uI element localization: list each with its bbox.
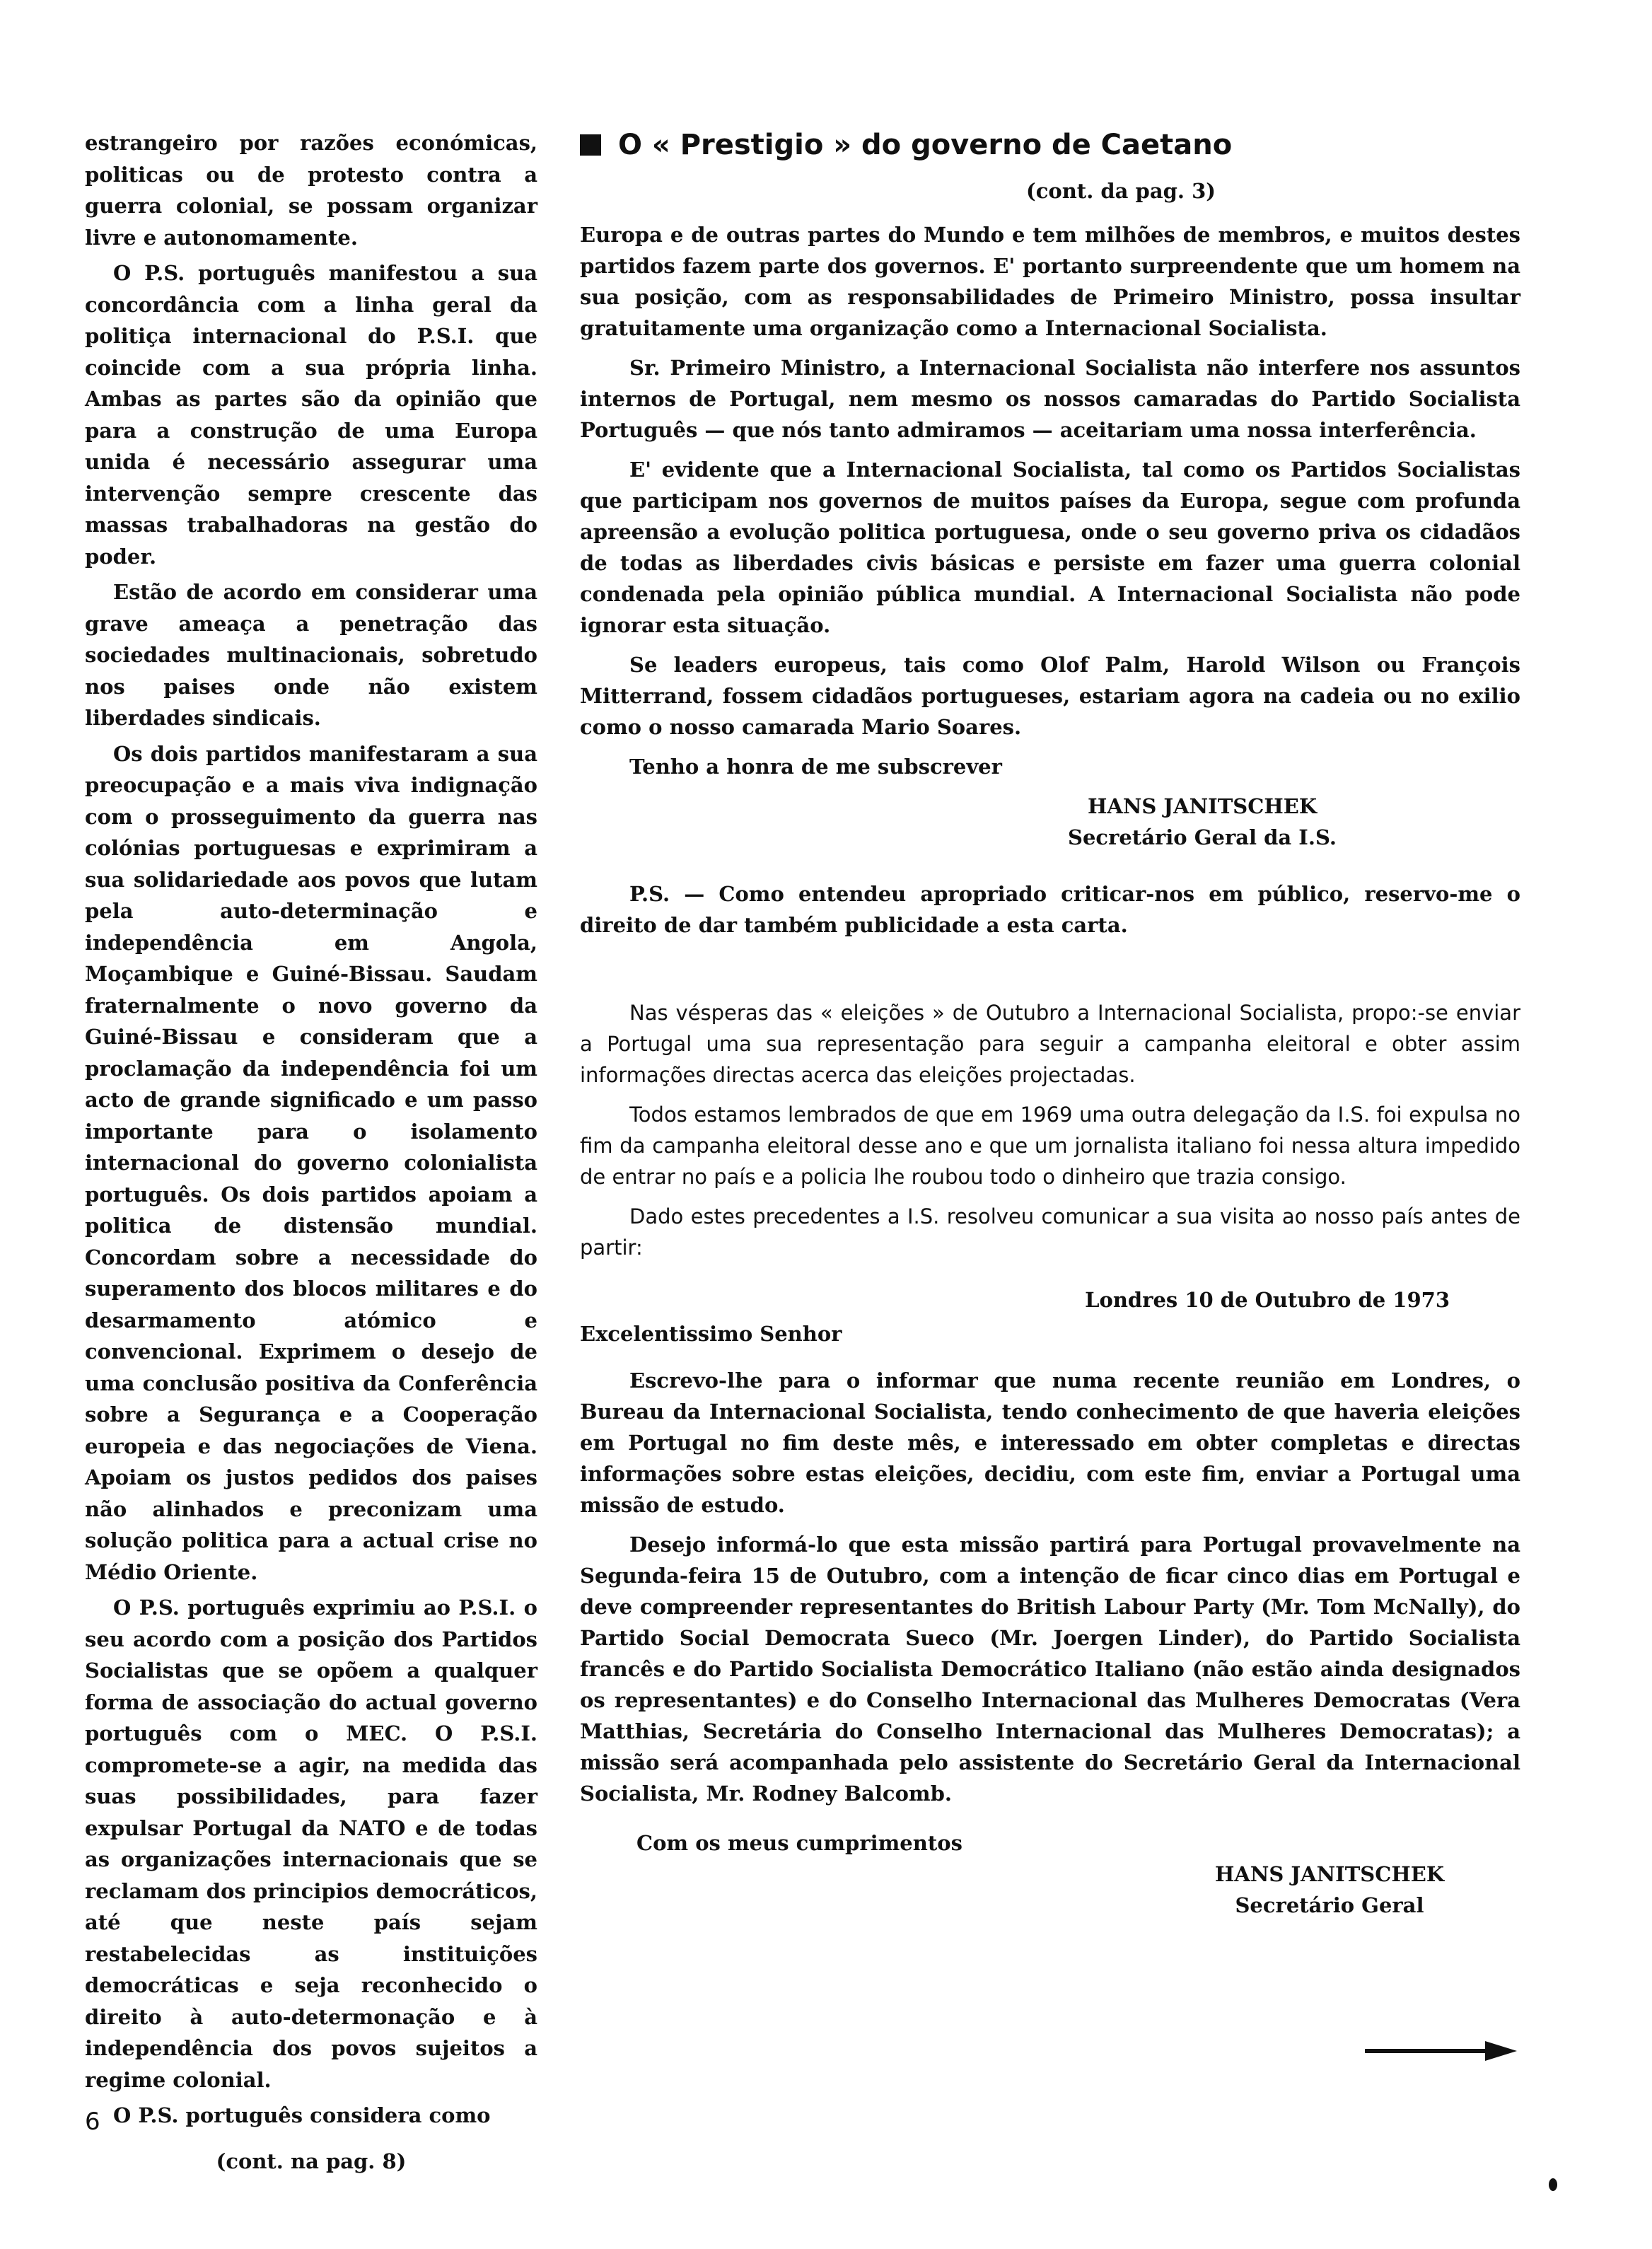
postscript: P.S. — Como entendeu apropriado criticar-nos em público, reservo-me o direito de dar também publicidade a esta carta. — [580, 882, 1520, 937]
left-column — [85, 127, 537, 2181]
signature-name: HANS JANITSCHEK — [1087, 794, 1317, 818]
square-bullet-icon — [580, 134, 601, 156]
left-paragraph: estrangeiro por razões económicas, politicas ou de protesto contra a guerra colonial, se possam organizar livre e autonomamente. — [85, 131, 537, 250]
narrative-paragraph: Dado estes precedentes a I.S. resolveu comunicar a sua visita ao nosso país antes de partir: — [580, 1204, 1520, 1260]
signature-block — [990, 791, 1414, 853]
letter-one — [580, 219, 1520, 941]
left-paragraph: O P.S. português manifestou a sua concordância com a linha geral da politiça internacional do P.S.I. que coincide com a sua própria linha. Ambas as partes são da opinião que para a construção de uma Europa unida é necessário assegurar uma intervenção sempre crescente das massas trabalhadoras na gestão do poder. — [85, 261, 537, 569]
letter-paragraph: Sr. Primeiro Ministro, a Internacional Socialista não interfere nos assuntos internos de Portugal, nem mesmo os nossos camaradas do Partido Socialista Português — que nós tanto admiramos — aceitariam uma nossa interferência. — [580, 356, 1520, 442]
letter-two — [580, 1284, 1520, 1921]
right-arrow-icon — [1365, 2037, 1520, 2065]
signature-title: Secretário Geral da I.S. — [1068, 825, 1337, 849]
letter-date: Londres 10 de Outubro de 1973 — [1085, 1288, 1450, 1312]
letter-paragraph: Escrevo-lhe para o informar que numa recente reunião em Londres, o Bureau da Internacional Socialista, tendo conhecimento de que haveria eleições em Portugal no fim deste mês, e interessado em obter completas e directas informações sobre estas eleições, decidiu, com este fim, enviar a Portugal uma missão de estudo. — [580, 1368, 1520, 1517]
letter-paragraph: Desejo informá-lo que esta missão partirá para Portugal provavelmente na Segunda-feira 15 de Outubro, com a intenção de ficar cinco dias em Portugal e deve compreender representantes do British Labour Party (Mr. Tom McNally), do Partido Social Democrata Sueco (Mr. Joergen Linder), do Partido Socialista francês e do Partido Socialista Democrático Italiano (não estão ainda designados os representantes) e do Conselho Internacional das Mulheres Democratas (Vera Matthias, Secretária do Conselho Internacional das Mulheres Democratas); a missão será acompanhada pelo assistente do Secretário Geral da Internacional Socialista, Mr. Rodney Balcomb. — [580, 1533, 1520, 1806]
narrative-paragraph: Todos estamos lembrados de que em 1969 uma outra delegação da I.S. foi expulsa no fim da campanha eleitoral desse ano e que um jornalista italiano foi nessa altura impedido de entrar no país e a policia lhe roubou todo o dinheiro que trazia consigo. — [580, 1103, 1520, 1189]
ink-speck — [1549, 2178, 1557, 2191]
signature-block — [1167, 1859, 1492, 1921]
left-paragraph: Os dois partidos manifestaram a sua preocupação e a mais viva indignação com o prosseguimento da guerra nas colónias portuguesas e exprimiram a sua solidariedade aos povos que lutam pela auto-determinação e independência em Angola, Moçambique e Guiné-Bissau. Saudam fraternalmente o novo governo da Guiné-Bissau e consideram que a proclamação da independência foi um acto de grande significado e um passo importante para o isolamento internacional do governo colonialista português. Os dois partidos apoiam a politica de distensão mundial. Concordam sobre a necessidade do superamento dos blocos militares e do desarmamento atómico e convencional. Exprimem o desejo de uma conclusão positiva da Conferência sobre a Segurança e a Cooperação europeia e das negociações de Viena. Apoiam os justos pedidos dos paises não alinhados e preconizam uma solução politica para a actual crise no Médio Oriente. — [85, 741, 537, 1584]
letter-salutation: Excelentissimo Senhor — [580, 1322, 842, 1346]
letter-paragraph: E' evidente que a Internacional Socialista, tal como os Partidos Socialistas que participam nos governos de muitos países da Europa, segue com profunda apreensão a evolução politica portuguesa, onde o seu governo priva os cidadãos de todas as liberdades civis básicas e persiste em fazer uma guerra colonial condenada pela opinião pública mundial. A Internacional Socialista não pode ignorar esta situação. — [580, 458, 1520, 637]
page-number: 6 — [85, 2108, 100, 2136]
headline-text: O « Prestigio » do governo de Caetano — [618, 129, 1233, 161]
narrative-paragraph: Nas vésperas das « eleições » de Outubro a Internacional Socialista, propo:-se enviar a Portugal uma sua representação para seguir a campanha eleitoral e obter assim informações directas acerca das eleições projectadas. — [580, 1001, 1520, 1087]
letter-paragraph: Europa e de outras partes do Mundo e tem milhões de membros, e muitos destes partidos fazem parte dos governos. E' portanto surpreendente que um homem na sua posição, com as responsabilidades de Primeiro Ministro, possa insultar gratuitamente uma organização como a Internacional Socialista. — [580, 223, 1520, 340]
letter-paragraph: Se leaders europeus, tais como Olof Palm, Harold Wilson ou François Mitterrand, fossem cidadãos portugueses, estariam agora na cadeia ou no exilio como o nosso camarada Mario Soares. — [580, 653, 1520, 739]
left-paragraph: O P.S. português considera como — [113, 2103, 491, 2127]
letter-closing: Com os meus cumprimentos — [636, 1831, 962, 1855]
signature-title: Secretário Geral — [1235, 1893, 1424, 1917]
article-headline — [580, 127, 1520, 163]
right-column — [580, 127, 1520, 1921]
letter-paragraph: Tenho a honra de me subscrever — [629, 755, 1002, 779]
continued-reference: (cont. na pag. 8) — [216, 2149, 407, 2173]
left-paragraph: O P.S. português exprimiu ao P.S.I. o seu acordo com a posição dos Partidos Socialistas que se opõem a qualquer forma de associação do actual governo português com o MEC. O P.S.I. compromete-se a agir, na medida das suas possibilidades, para fazer expulsar Portugal da NATO e de todas as organizações internacionais que se reclamam dos principios democráticos, até que neste país sejam restabelecidas as instituições democráticas e seja reconhecido o direito à auto-determonação e à independência dos povos sujeitos a regime colonial. — [85, 1596, 537, 2092]
narrative — [580, 997, 1520, 1263]
signature-name: HANS JANITSCHEK — [1214, 1862, 1445, 1886]
left-paragraph: Estão de acordo em considerar uma grave ameaça a penetração das sociedades multinacionais, sobretudo nos paises onde não existem liberdades sindicais. — [85, 580, 537, 730]
continued-from: (cont. da pag. 3) — [1026, 179, 1216, 203]
